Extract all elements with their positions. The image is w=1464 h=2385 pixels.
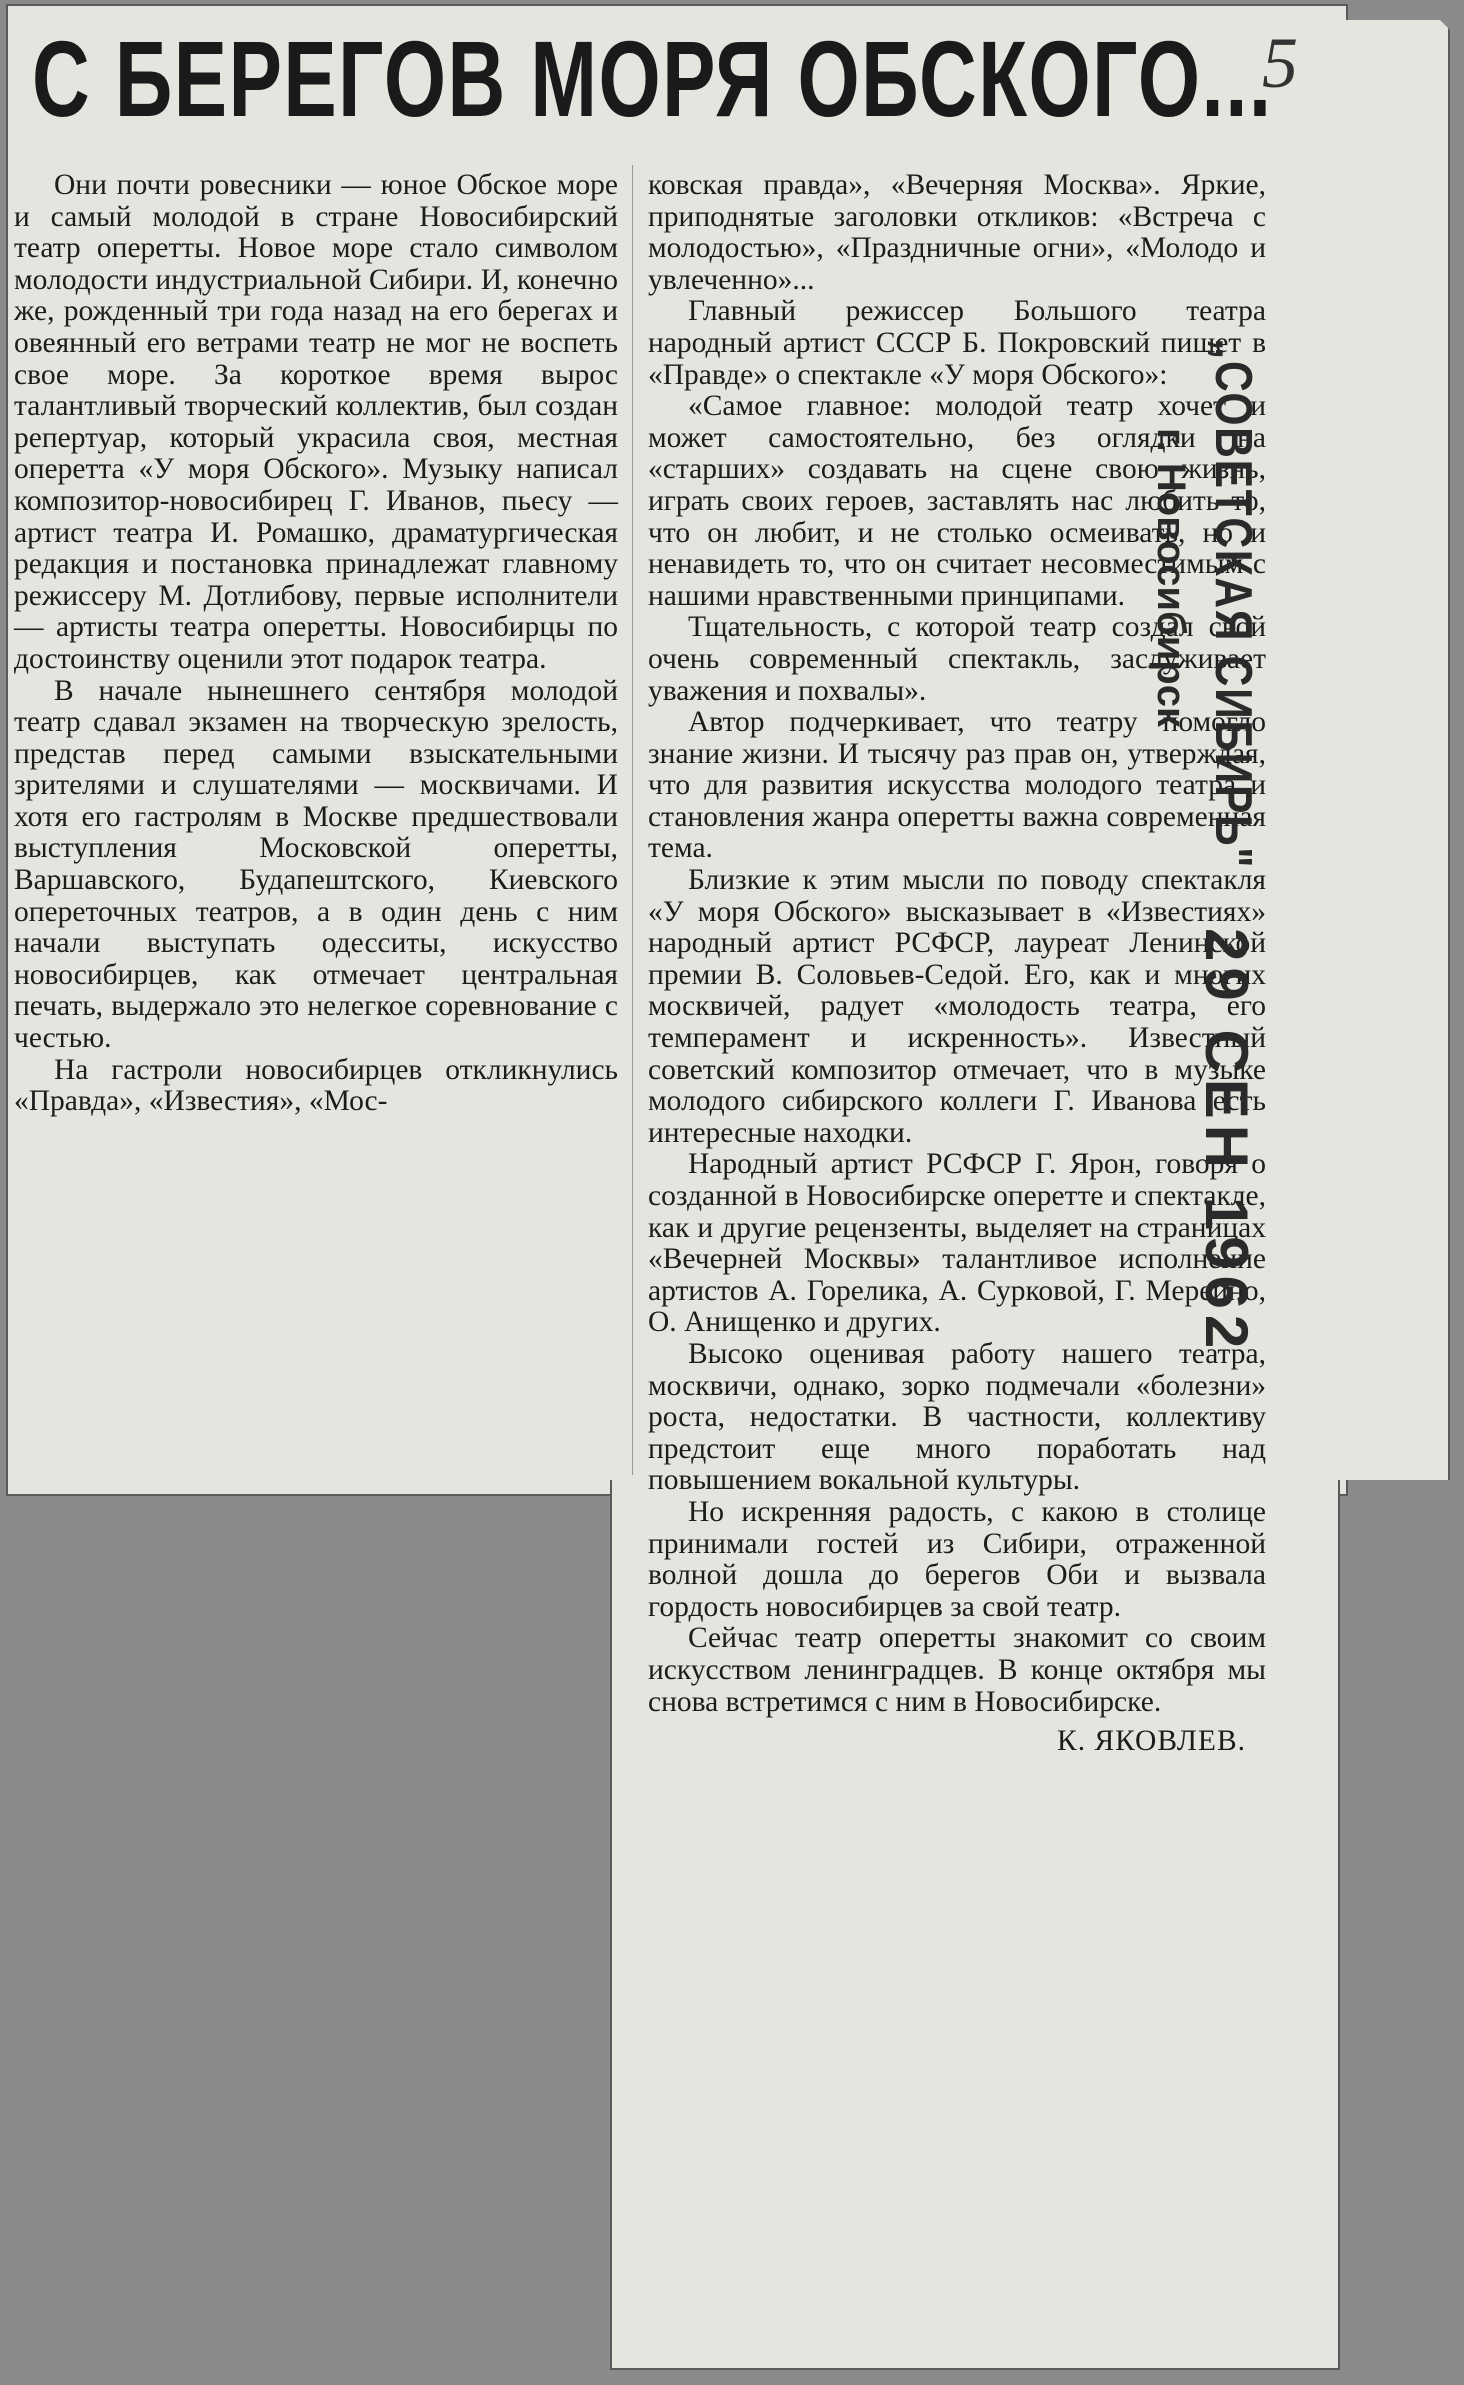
handwritten-mark: 5 bbox=[1262, 23, 1298, 103]
quote-paragraph: Тщательность, с которой театр создал свой очень современный спектакль, заслуживает уважения и похвалы». bbox=[648, 611, 1266, 707]
newspaper-stamp bbox=[1149, 338, 1285, 1378]
stamp-paper-name: „СОВЕТСКАЯ СИБИРЬ" bbox=[1204, 338, 1262, 870]
paragraph: Они почти ровесники — юное Обское море и самый молодой в стране Новосибирский театр оперетты. Новое море стало символом молодости индустриальной Сибири. И, конечно же, рожденный три года назад на его берегах и овеянный его ветрами театр не мог не воспеть свое море. За короткое время вырос талантливый творческий коллектив, был создан репертуар, который украсила своя, местная оперетта «У моря Обского». Музыку написал композитор-новосибирец Г. Иванов, пьесу — артист театра И. Ромашко, драматургическая редакция и постановка принадлежат главному режиссеру М. Дотлибову, первые исполнители — артисты театра оперетты. Новосибирцы по достоинству оценили этот подарок театра. bbox=[14, 169, 618, 675]
paragraph: Близкие к этим мысли по поводу спектакля «У моря Обского» высказывает в «Известиях» народный артист РСФСР, лауреат Ленинской премии В. Соловьев-Седой. Его, как и многих москвичей, радует «молодость театра, его темперамент и искренность». Известный советский композитор отмечает, что в музыке молодого сибирского коллеги Г. Иванова есть интересные находки. bbox=[648, 864, 1266, 1149]
paragraph: Главный режиссер Большого театра народный артист СССР Б. Покровский пишет в «Правде» о спектакле «У моря Обского»: bbox=[648, 295, 1266, 391]
headline: С БЕРЕГОВ МОРЯ ОБСКОГО... bbox=[32, 18, 1273, 139]
stamp-date: 29 СЕН 1962 bbox=[1193, 928, 1260, 1355]
column-divider bbox=[632, 165, 633, 1475]
paragraph: Сейчас театр оперетты знакомит со своим искусством ленинградцев. В конце октября мы снова встретимся с ним в Новосибирске. bbox=[648, 1622, 1266, 1718]
paragraph: Народный артист РСФСР Г. Ярон, говоря о созданной в Новосибирске оперетте и спектакле, как и другие рецензенты, выделяет на страницах «Вечерней Москвы» талантливое исполнение артистов А. Горелика, А. Сурковой, Г. Мерейно, О. Анищенко и других. bbox=[648, 1148, 1266, 1339]
stamp-city: г. Новосибирск bbox=[1149, 428, 1193, 728]
paragraph: Но искренняя радость, с какою в столице принимали гостей из Сибири, отраженной волной дошла до берегов Оби и вызвала гордость новосибирцев за свой театр. bbox=[648, 1495, 1266, 1623]
paragraph: В начале нынешнего сентября молодой театр сдавал экзамен на творческую зрелость, представ перед самыми взыскательными зрителями и слушателями — москвичами. И хотя его гастролям в Москве предшествовали выступления Московской оперетты, Варшавского, Будапештского, Киевского опереточных театров, а в один день с ним начали выступать одесситы, искусство новосибирцев, как отмечает центральная печать, выдержало это нелегкое соревнование с честью. bbox=[14, 674, 618, 1055]
left-column bbox=[14, 170, 618, 1470]
author-signature: К. ЯКОВЛЕВ. bbox=[1057, 1725, 1246, 1758]
paragraph-continuation: ковская правда», «Вечерняя Москва». Яркие, приподнятые заголовки откликов: «Встреча с молодостью», «Праздничные огни», «Молодо и увлеченно»... bbox=[648, 169, 1266, 296]
clipping-cut-corner bbox=[1420, 0, 1450, 30]
paragraph: На гастроли новосибирцев откликнулись «Правда», «Известия», «Мос- bbox=[14, 1053, 618, 1118]
quote-paragraph: «Самое главное: молодой театр хочет и может самостоятельно, без оглядки на «старших» создавать на сцене свою жизнь, играть своих героев, заставлять нас любить то, что он любит, и не столько осмеивать, но и ненавидеть то, что он считает несовместимым с нашими нравственными принципами. bbox=[648, 390, 1266, 612]
paragraph: Автор подчеркивает, что театру помогло знание жизни. И тысячу раз прав он, утверждая, что для развития искусства молодого театра и становления жанра оперетты важна современная тема. bbox=[648, 706, 1266, 865]
clipping-stamp-strip bbox=[1330, 20, 1450, 1480]
paragraph: Высоко оценивая работу нашего театра, москвичи, однако, зорко подмечали «болезни» роста, недостатки. В частности, коллективу предстоит еще много поработать над повышением вокальной культуры. bbox=[648, 1337, 1266, 1497]
